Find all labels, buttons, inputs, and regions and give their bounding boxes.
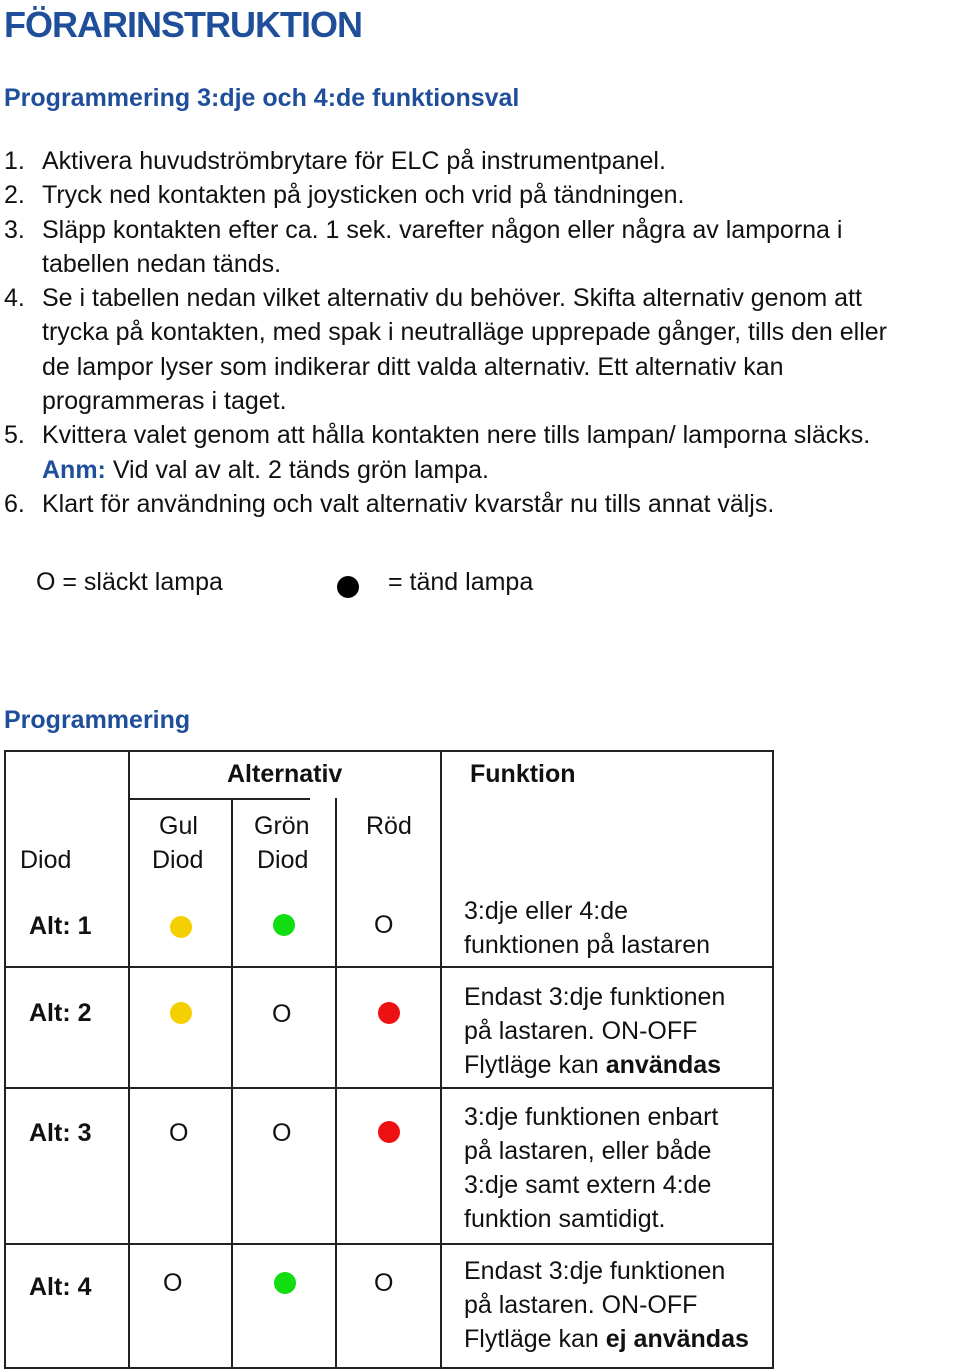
header-gron: Grön: [254, 812, 310, 840]
step-line: Klart för användning och valt alternativ kvarstår nu tills annat väljs.: [42, 489, 775, 518]
table-row-divider: [4, 1243, 774, 1245]
step-number: 2.: [4, 181, 25, 210]
filled-circle-icon: [337, 576, 359, 598]
function-text: på lastaren, eller både: [464, 1137, 712, 1165]
lamp-off-symbol: O: [374, 1269, 394, 1297]
step-1: [4, 144, 960, 178]
step-line: Se i tabellen nedan vilket alternativ du behöver. Skifta alternativ genom att: [42, 284, 862, 313]
step-line: de lampor lyser som indikerar ditt valda alternativ. Ett alternativ kan: [42, 352, 784, 381]
step-line: Kvittera valet genom att hålla kontakten nere tills lampan/ lamporna släcks.: [42, 421, 871, 450]
function-text-bold: ej användas: [605, 1325, 749, 1353]
lamp-off-symbol: O: [169, 1119, 189, 1147]
lamp-off-symbol: O: [272, 1119, 292, 1147]
function-text: Endast 3:dje funktionen: [464, 1257, 726, 1285]
function-text-bold: användas: [605, 1051, 722, 1079]
function-text-part: Flytläge kan: [464, 1325, 606, 1353]
step-5: [4, 418, 960, 487]
function-text: funktion samtidigt.: [464, 1205, 666, 1233]
step-number: 5.: [4, 421, 25, 450]
instruction-steps: [4, 144, 960, 521]
step-line: trycka på kontakten, med spak i neutralläge upprepade gånger, tills den eller: [42, 318, 887, 347]
function-text: Endast 3:dje funktionen: [464, 983, 726, 1011]
table-border-right: [772, 750, 774, 1369]
step-line: Aktivera huvudströmbrytare för ELC på instrumentpanel.: [42, 147, 666, 175]
lamp-on-icon: [378, 1121, 400, 1143]
step-4: [4, 281, 960, 418]
section-subtitle: Programmering 3:dje och 4:de funktionsval: [4, 84, 520, 112]
legend-on-text: = tänd lampa: [388, 568, 534, 596]
step-line: Släpp kontakten efter ca. 1 sek. varefter någon eller några av lamporna i: [42, 215, 843, 244]
function-text: [464, 1048, 721, 1082]
step-number: 4.: [4, 284, 25, 313]
table-row-divider: [4, 966, 774, 968]
step-number: 3.: [4, 215, 25, 244]
lamp-on-icon: [274, 1272, 296, 1294]
step-number: 6.: [4, 489, 25, 518]
function-text: [464, 1322, 749, 1356]
lamp-on-icon: [170, 1002, 192, 1024]
header-funktion: Funktion: [470, 760, 576, 788]
step-2: [4, 178, 960, 212]
note-line: [42, 453, 960, 487]
step-line: tabellen nedan tänds.: [42, 249, 282, 278]
header-gul: Gul: [159, 812, 198, 840]
row-label-alt-3: Alt: 3: [29, 1119, 92, 1147]
function-text: på lastaren. ON-OFF: [464, 1017, 698, 1045]
lamp-on-icon: [273, 914, 295, 936]
note-text: Vid val av alt. 2 tänds grön lampa.: [105, 455, 489, 484]
programming-title: Programmering: [4, 706, 191, 734]
row-label-alt-2: Alt: 2: [29, 999, 92, 1027]
step-3: [4, 213, 960, 282]
legend-off-text: O = släckt lampa: [36, 568, 223, 596]
header-gron-diod: Diod: [257, 846, 309, 874]
step-line: Tryck ned kontakten på joysticken och vrid på tändningen.: [42, 181, 685, 210]
function-text: 3:dje samt extern 4:de: [464, 1171, 712, 1199]
table-column-divider: [231, 798, 233, 1369]
step-line: programmeras i taget.: [42, 387, 287, 416]
function-text-part: Flytläge kan: [464, 1051, 606, 1079]
step-number: 1.: [4, 147, 25, 175]
note-label: Anm:: [42, 455, 106, 484]
row-label-alt-1: Alt: 1: [29, 912, 92, 940]
table-row-divider: [130, 798, 310, 800]
document-title: FÖRARINSTRUKTION: [4, 4, 362, 45]
lamp-on-icon: [170, 916, 192, 938]
function-text: 3:dje eller 4:de: [464, 897, 629, 925]
lamp-off-symbol: O: [272, 1000, 292, 1028]
header-rod: Röd: [366, 812, 412, 840]
step-6: [4, 487, 960, 521]
table-column-divider: [128, 750, 130, 1369]
function-text: funktionen på lastaren: [464, 931, 711, 959]
lamp-legend: [0, 568, 960, 608]
header-gul-diod: Diod: [152, 846, 204, 874]
function-text: 3:dje funktionen enbart: [464, 1103, 719, 1131]
header-alternativ: Alternativ: [227, 760, 343, 788]
lamp-on-icon: [378, 1002, 400, 1024]
table-column-divider: [440, 750, 442, 1369]
table-row-divider: [4, 1087, 774, 1089]
function-text: på lastaren. ON-OFF: [464, 1291, 698, 1319]
header-diod: Diod: [20, 846, 72, 874]
table-border-left: [4, 750, 6, 1369]
table-border-top: [4, 750, 774, 752]
row-label-alt-4: Alt: 4: [29, 1273, 92, 1301]
table-column-divider: [335, 798, 337, 1369]
lamp-off-symbol: O: [163, 1269, 183, 1297]
table-border-bottom: [4, 1367, 774, 1369]
lamp-off-symbol: O: [374, 911, 394, 939]
